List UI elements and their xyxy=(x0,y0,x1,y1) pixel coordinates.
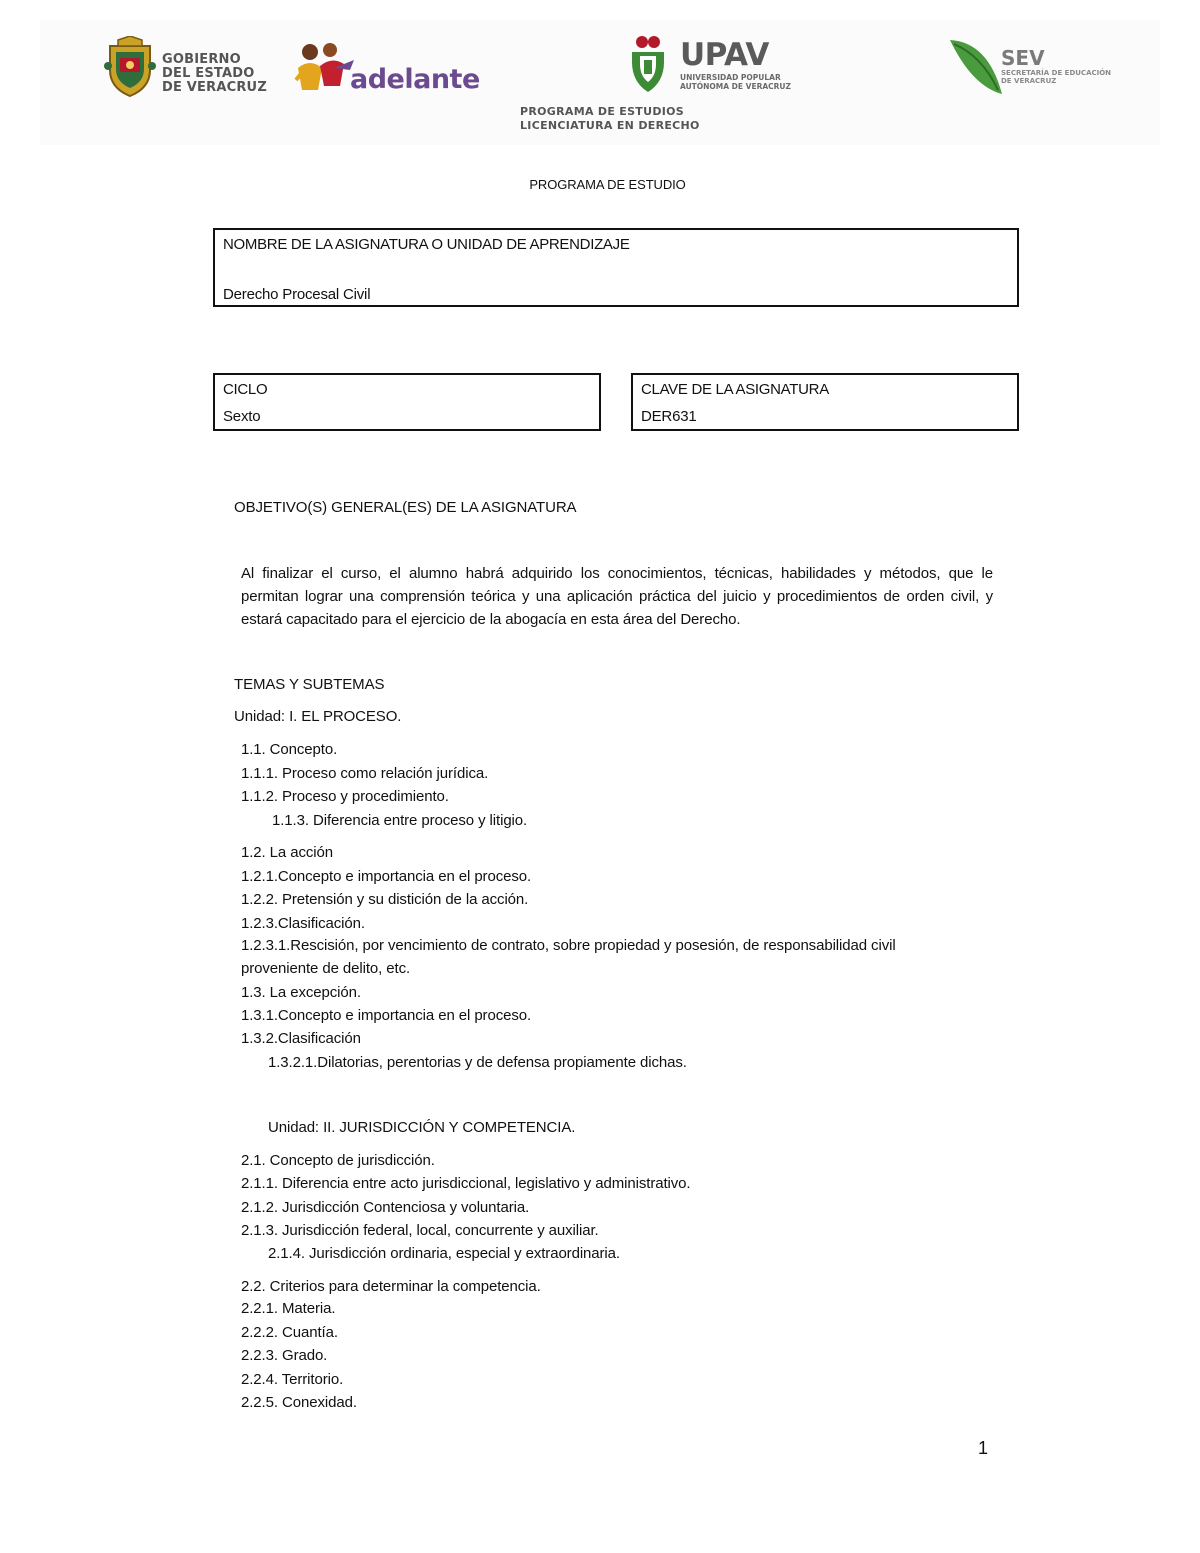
adelante-figures-icon xyxy=(294,40,356,96)
list-item: 2.1. Concepto de jurisdicción. xyxy=(241,1152,435,1169)
list-item: 2.1.3. Jurisdicción federal, local, concurrente y auxiliar. xyxy=(241,1222,599,1239)
objetivo-paragraph: Al finalizar el curso, el alumno habrá adquirido los conocimientos, técnicas, habilidades y métodos, que le permitan lograr una comprensión teórica y una aplicación práctica del juicio y procedimientos de orden civil, y estará capacitado para el ejercicio de la abogacía en esta área del Derecho. xyxy=(241,565,993,628)
list-item: 1.1.2. Proceso y procedimiento. xyxy=(241,788,449,805)
asignatura-label: NOMBRE DE LA ASIGNATURA O UNIDAD DE APRENDIZAJE xyxy=(223,236,630,253)
list-item: 1.2. La acción xyxy=(241,844,333,861)
sev-subtitle xyxy=(1001,69,1111,86)
sev-leaf-icon xyxy=(948,36,1004,100)
list-item: 1.2.2. Pretensión y su distición de la acción. xyxy=(241,891,529,908)
list-item: 1.1.1. Proceso como relación jurídica. xyxy=(241,765,489,782)
unidad-1-title: I. EL PROCESO. xyxy=(289,708,402,725)
clave-value: DER631 xyxy=(641,408,697,425)
clave-label: CLAVE DE LA ASIGNATURA xyxy=(641,381,829,398)
list-item: 1.3. La excepción. xyxy=(241,984,361,1001)
unidad-2-title: II. JURISDICCIÓN Y COMPETENCIA. xyxy=(323,1119,576,1136)
gobierno-line-1: GOBIERNO xyxy=(162,52,241,67)
list-item: 2.2.5. Conexidad. xyxy=(241,1394,357,1411)
list-item: 2.1.2. Jurisdicción Contenciosa y voluntaria. xyxy=(241,1199,530,1216)
objetivo-heading: OBJETIVO(S) GENERAL(ES) DE LA ASIGNATURA xyxy=(234,499,577,516)
list-item: 2.1.4. Jurisdicción ordinaria, especial y extraordinaria. xyxy=(268,1245,620,1262)
list-item: 2.2.1. Materia. xyxy=(241,1300,336,1317)
upav-emblem-icon xyxy=(622,34,674,96)
sev-logo-text: SEV xyxy=(1001,46,1045,70)
list-item: 1.2.3.1.Rescisión, por vencimiento de contrato, sobre propiedad y posesión, de responsabilidad civil xyxy=(241,937,896,954)
page-title: PROGRAMA DE ESTUDIO xyxy=(529,177,686,192)
asignatura-box xyxy=(213,228,1019,307)
list-item: 1.3.2.Clasificación xyxy=(241,1030,361,1047)
temas-heading: TEMAS Y SUBTEMAS xyxy=(234,676,385,693)
veracruz-coat-of-arms-icon xyxy=(104,36,156,98)
gobierno-line-2: DEL ESTADO xyxy=(162,66,255,81)
gobierno-veracruz-logo-text xyxy=(162,53,267,95)
program-header-line-1: PROGRAMA DE ESTUDIOS xyxy=(520,105,685,118)
list-item: 2.2.4. Territorio. xyxy=(241,1371,344,1388)
sev-subtitle-line-1: SECRETARÍA DE EDUCACIÓN xyxy=(1001,69,1112,77)
list-item: 1.1.3. Diferencia entre proceso y litigio. xyxy=(272,812,528,829)
asignatura-value: Derecho Procesal Civil xyxy=(223,286,371,303)
list-item: 1.3.1.Concepto e importancia en el proceso. xyxy=(241,1007,532,1024)
adelante-logo-text: adelante xyxy=(350,64,480,95)
list-item: 1.2.3.Clasificación. xyxy=(241,915,365,932)
list-item: 2.2.2. Cuantía. xyxy=(241,1324,338,1341)
list-item: 1.3.2.1.Dilatorias, perentorias y de defensa propiamente dichas. xyxy=(268,1054,687,1071)
ciclo-label: CICLO xyxy=(223,381,268,398)
ciclo-box xyxy=(213,373,601,431)
clave-box xyxy=(631,373,1019,431)
program-header xyxy=(520,105,700,134)
upav-logo-text: UPAV xyxy=(680,37,769,73)
upav-subtitle-line-2: AUTÓNOMA DE VERACRUZ xyxy=(680,81,791,91)
page-number: 1 xyxy=(978,1438,989,1458)
list-item: proveniente de delito, etc. xyxy=(241,960,411,977)
list-item: 2.1.1. Diferencia entre acto jurisdiccional, legislativo y administrativo. xyxy=(241,1175,691,1192)
list-item: 2.2.3. Grado. xyxy=(241,1347,328,1364)
list-item: 2.2. Criterios para determinar la competencia. xyxy=(241,1278,541,1295)
list-item: 1.1. Concepto. xyxy=(241,741,338,758)
upav-subtitle-line-1: UNIVERSIDAD POPULAR xyxy=(680,73,781,82)
unidad-1-prefix: Unidad: xyxy=(234,708,286,725)
ciclo-value: Sexto xyxy=(223,408,261,425)
gobierno-line-3: DE VERACRUZ xyxy=(162,80,267,95)
unidad-1-heading xyxy=(234,708,401,726)
unidad-2-prefix: Unidad: xyxy=(268,1119,320,1136)
sev-subtitle-line-2: DE VERACRUZ xyxy=(1001,77,1057,86)
upav-subtitle xyxy=(680,74,791,91)
unidad-2-heading xyxy=(268,1119,575,1137)
program-header-line-2: LICENCIATURA EN DERECHO xyxy=(520,119,700,133)
list-item: 1.2.1.Concepto e importancia en el proceso. xyxy=(241,868,532,885)
